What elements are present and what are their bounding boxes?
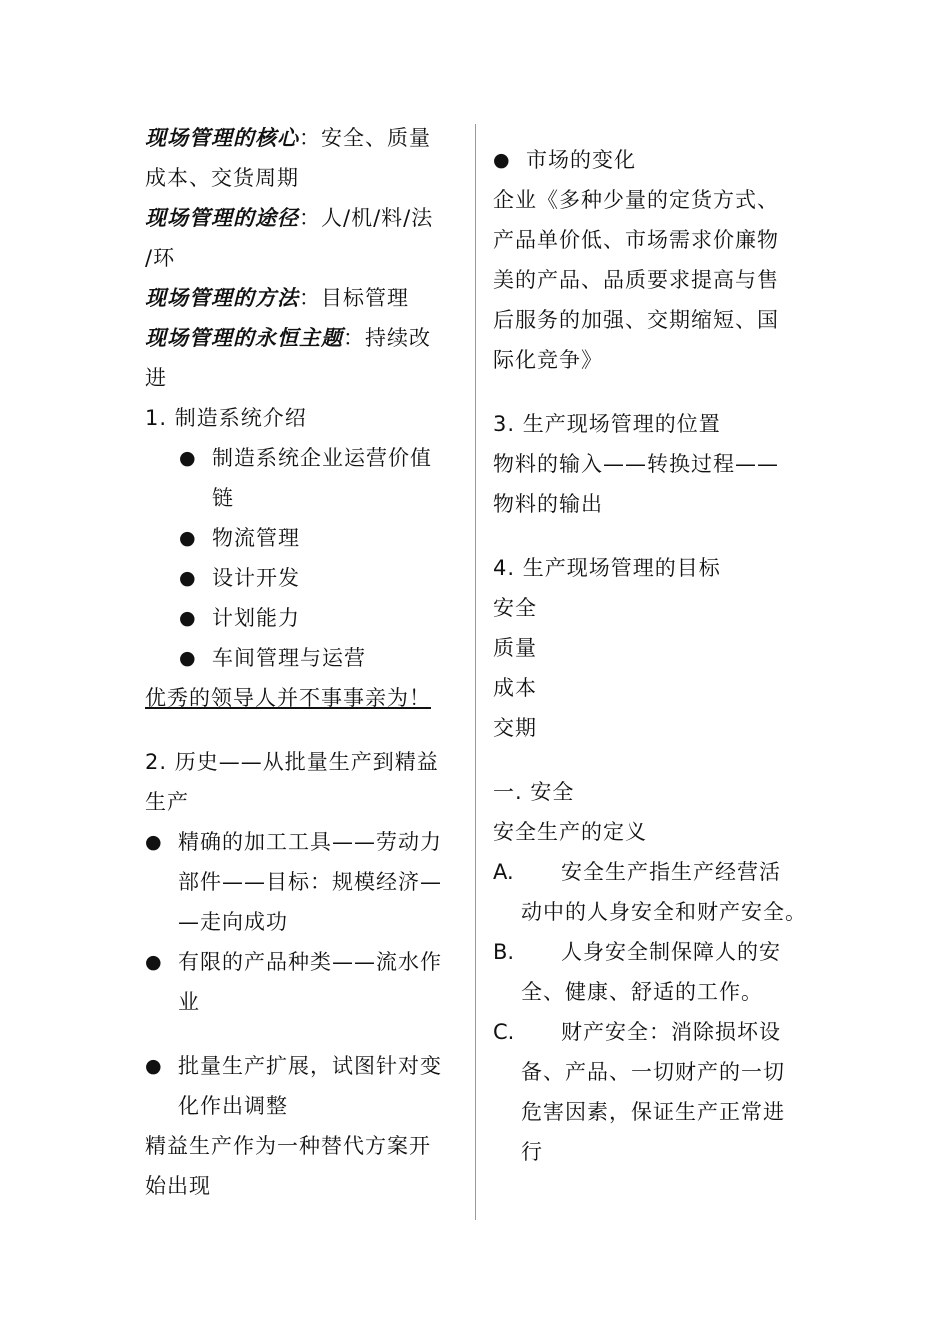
section-3-title: 3. 生产现场管理的位置 [493, 412, 721, 436]
list-item [179, 518, 463, 558]
list-item [179, 558, 463, 598]
list-item-text: 计划能力 [212, 606, 300, 630]
list-item [145, 822, 463, 942]
list-item-text: 制造系统企业运营价值 [212, 446, 432, 470]
left-column [145, 118, 463, 1206]
method-label: 现场管理的方法 [145, 286, 299, 310]
spacer [493, 748, 815, 772]
list-item-text: 物流管理 [212, 526, 300, 550]
column-divider [475, 124, 476, 1220]
list-item-text: 业 [178, 990, 200, 1014]
section-1-title: 1. 制造系统介绍 [145, 406, 307, 430]
method-paragraph [145, 278, 463, 318]
bullet-dot-icon: ● [179, 607, 196, 629]
bullet-dot-icon: ● [179, 527, 196, 549]
safety-item-text: 财产安全：消除损坏设 [561, 1020, 781, 1044]
list-item [179, 598, 463, 638]
section-4-title: 4. 生产现场管理的目标 [493, 556, 721, 580]
theme-text-cont: 进 [145, 366, 167, 390]
safety-item-text: 全、健康、舒适的工作。 [521, 980, 763, 1004]
market-title: 市场的变化 [526, 148, 636, 172]
safety-item-c [493, 1012, 815, 1172]
bullet-dot-icon: ● [179, 447, 196, 469]
list-item-text: 部件——目标：规模经济— [178, 870, 442, 894]
safety-item-text: 行 [521, 1140, 543, 1164]
safety-item-text: 危害因素，保证生产正常进 [521, 1100, 785, 1124]
list-item-text: 车间管理与运营 [212, 646, 366, 670]
bullet-dot-icon: ● [179, 567, 196, 589]
theme-label: 现场管理的永恒主题 [145, 326, 343, 350]
list-item-text: 精确的加工工具——劳动力 [178, 830, 442, 854]
item-marker: C. [493, 1020, 515, 1044]
market-line: 后服务的加强、交期缩短、国 [493, 308, 779, 332]
bullet-dot-icon: ● [493, 149, 510, 171]
approach-text-cont: /环 [145, 246, 176, 270]
spacer [145, 718, 463, 742]
safety-title: 一. 安全 [493, 780, 575, 804]
list-item-text: 批量生产扩展，试图针对变 [178, 1054, 442, 1078]
right-column [493, 140, 815, 1172]
safety-item-text: 动中的人身安全和财产安全。 [521, 900, 807, 924]
list-item-text: —走向成功 [178, 910, 288, 934]
lean-paragraph-cont: 始出现 [145, 1174, 211, 1198]
bullet-dot-icon: ● [179, 647, 196, 669]
market-line: 企业《多种少量的定货方式、 [493, 188, 779, 212]
goal-item: 质量 [493, 636, 537, 660]
approach-text: ：人/机/料/法 [299, 206, 434, 230]
core-text: ：安全、质量 [299, 126, 431, 150]
list-item-text: 化作出调整 [178, 1094, 288, 1118]
goal-item: 成本 [493, 676, 537, 700]
core-text-cont: 成本、交货周期 [145, 166, 299, 190]
item-marker: B. [493, 940, 515, 964]
safety-item-b [493, 932, 815, 1012]
theme-paragraph [145, 318, 463, 358]
safety-item-a [493, 852, 815, 932]
spacer [493, 380, 815, 404]
bullet-dot-icon: ● [145, 1055, 162, 1077]
list-item [145, 942, 463, 1022]
market-line: 际化竞争》 [493, 348, 603, 372]
leader-note [145, 678, 463, 718]
goal-item: 安全 [493, 596, 537, 620]
section-3-line: 物料的输出 [493, 492, 603, 516]
bullet-dot-icon: ● [145, 951, 162, 973]
core-label: 现场管理的核心 [145, 126, 299, 150]
safety-subtitle: 安全生产的定义 [493, 820, 647, 844]
method-text: ：目标管理 [299, 286, 409, 310]
goal-item: 交期 [493, 716, 537, 740]
list-item-text: 链 [212, 486, 234, 510]
lean-paragraph: 精益生产作为一种替代方案开 [145, 1134, 431, 1158]
item-marker: A. [493, 860, 514, 884]
section-2-title-cont: 生产 [145, 790, 189, 814]
list-item [493, 140, 815, 180]
safety-item-text: 安全生产指生产经营活 [561, 860, 781, 884]
market-line: 产品单价低、市场需求价廉物 [493, 228, 779, 252]
list-item [179, 638, 463, 678]
leader-note-text: 优秀的领导人并不事事亲为！ [145, 686, 431, 710]
approach-label: 现场管理的途径 [145, 206, 299, 230]
list-item-text: 有限的产品种类——流水作 [178, 950, 442, 974]
spacer [145, 1022, 463, 1046]
section-2-title: 2. 历史——从批量生产到精益 [145, 750, 439, 774]
spacer [493, 524, 815, 548]
market-line: 美的产品、品质要求提高与售 [493, 268, 779, 292]
bullet-dot-icon: ● [145, 831, 162, 853]
list-item-text: 设计开发 [212, 566, 300, 590]
theme-text: ：持续改 [343, 326, 431, 350]
section-3-line: 物料的输入——转换过程—— [493, 452, 779, 476]
core-paragraph [145, 118, 463, 158]
safety-item-text: 备、产品、一切财产的一切 [521, 1060, 785, 1084]
safety-item-text: 人身安全制保障人的安 [561, 940, 781, 964]
approach-paragraph [145, 198, 463, 238]
list-item [179, 438, 463, 518]
list-item [145, 1046, 463, 1126]
